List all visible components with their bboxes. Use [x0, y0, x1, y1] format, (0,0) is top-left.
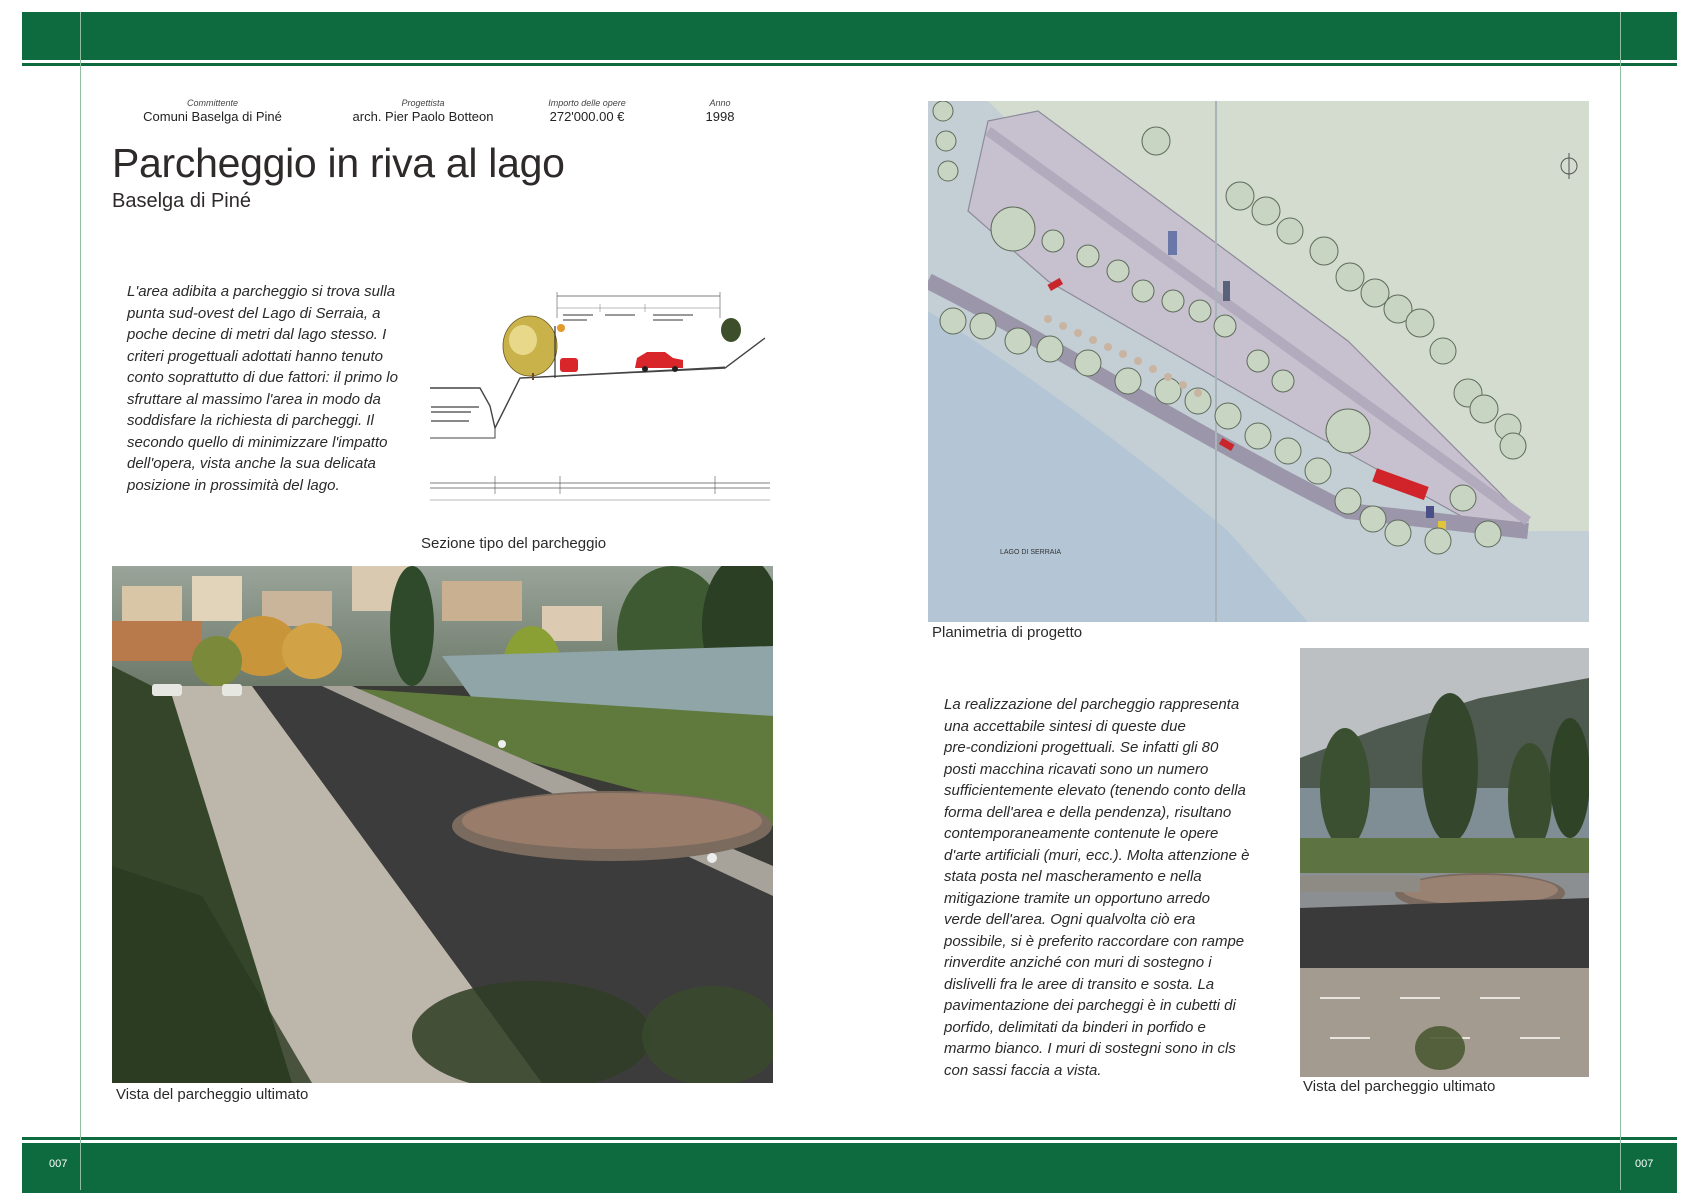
section-drawing — [425, 288, 775, 520]
photo1-caption: Vista del parcheggio ultimato — [116, 1086, 309, 1103]
page-title: Parcheggio in riva al lago — [112, 140, 565, 186]
text-line: marmo bianco. I muri di sostegni sono in cls — [944, 1040, 1236, 1057]
text-line: verde dell'area. Ogni qualvolta ciò era — [944, 911, 1196, 928]
meta-label: Importo delle opere — [548, 98, 626, 108]
meta-year — [695, 98, 745, 124]
text-line: criteri progettuali adottati hanno tenuto — [127, 347, 384, 365]
text-line: stata posta nel mascheramento e nella — [944, 868, 1202, 885]
text-line: possibile, si è preferito raccordare con rampe — [944, 932, 1245, 950]
page-number-right: 007 — [1635, 1158, 1654, 1170]
text-line: forma dell'area e della pendenza), risultano — [944, 803, 1232, 821]
text-line: secondo quello di minimizzare l'impatto — [127, 433, 388, 451]
text-line: contemporaneamente contenute le opere — [944, 825, 1219, 842]
text-line: pre-condizioni progettuali. Se infatti gli 80 — [944, 739, 1219, 756]
right-margin-line — [1620, 12, 1621, 1190]
meta-value: Comuni Baselga di Piné — [143, 109, 282, 124]
page-subtitle: Baselga di Piné — [112, 190, 251, 212]
plan-lake-label: LAGO DI SERRAIA — [1000, 549, 1062, 556]
text-line: soddisfare la richiesta di parcheggi. Il — [127, 412, 374, 429]
text-line: rinverdite anziché con muri di sostegno i — [944, 954, 1212, 971]
text-line: sfruttare al massimo l'area in modo da — [127, 390, 381, 408]
text-line: posizione in prossimità del lago. — [127, 476, 340, 494]
header-band — [22, 12, 1677, 63]
text-line: conto soprattutto di due fattori: il primo lo — [127, 369, 398, 386]
text-line: poche decine di metri dal lago stesso. I — [127, 326, 387, 343]
parking-photo — [112, 566, 773, 1083]
footer-band — [22, 1140, 1677, 1193]
text-line: pavimentazione dei parcheggi è in cubetti di — [944, 997, 1236, 1014]
text-line: con sassi faccia a vista. — [944, 1061, 1102, 1079]
text-line: L'area adibita a parcheggio si trova sulla — [127, 283, 396, 300]
page-number-left: 007 — [49, 1158, 68, 1170]
meta-label: Progettista — [401, 98, 445, 108]
meta-client — [130, 98, 295, 124]
text-line: mitigazione tramite un opportuno arredo — [944, 889, 1210, 907]
meta-label: Committente — [186, 98, 239, 108]
parking-photo-2 — [1300, 648, 1589, 1077]
meta-label: Anno — [709, 98, 731, 108]
text-line: porfido, delimitati da binderi in porfido e — [944, 1018, 1206, 1036]
plan-caption: Planimetria di progetto — [932, 624, 1083, 641]
text-line: d'arte artificiali (muri, ecc.). Molta attenzione è — [944, 846, 1250, 864]
meta-value: 1998 — [705, 109, 735, 124]
text-line: dislivelli fra le aree di transito e sosta. La — [944, 975, 1215, 993]
text-line: La realizzazione del parcheggio rappresenta — [944, 696, 1240, 713]
section-caption: Sezione tipo del parcheggio — [421, 535, 607, 552]
text-line: una accettabile sintesi di queste due — [944, 717, 1186, 735]
text-line: posti macchina ricavati sono un numero — [944, 760, 1209, 778]
meta-cost — [532, 98, 642, 124]
photo2-caption: Vista del parcheggio ultimato — [1303, 1078, 1496, 1095]
description-text — [944, 694, 1264, 1081]
intro-text — [127, 281, 427, 496]
text-line: punta sud-ovest del Lago di Serraia, a — [127, 304, 381, 322]
site-plan — [928, 101, 1589, 622]
text-line: sufficientemente elevato (tenendo conto della — [944, 782, 1246, 799]
meta-value: 272'000.00 € — [549, 109, 625, 124]
text-line: dell'opera, vista anche la sua delicata — [127, 455, 376, 472]
meta-designer — [328, 98, 518, 124]
left-margin-line — [80, 12, 81, 1190]
meta-value: arch. Pier Paolo Botteon — [352, 109, 494, 124]
